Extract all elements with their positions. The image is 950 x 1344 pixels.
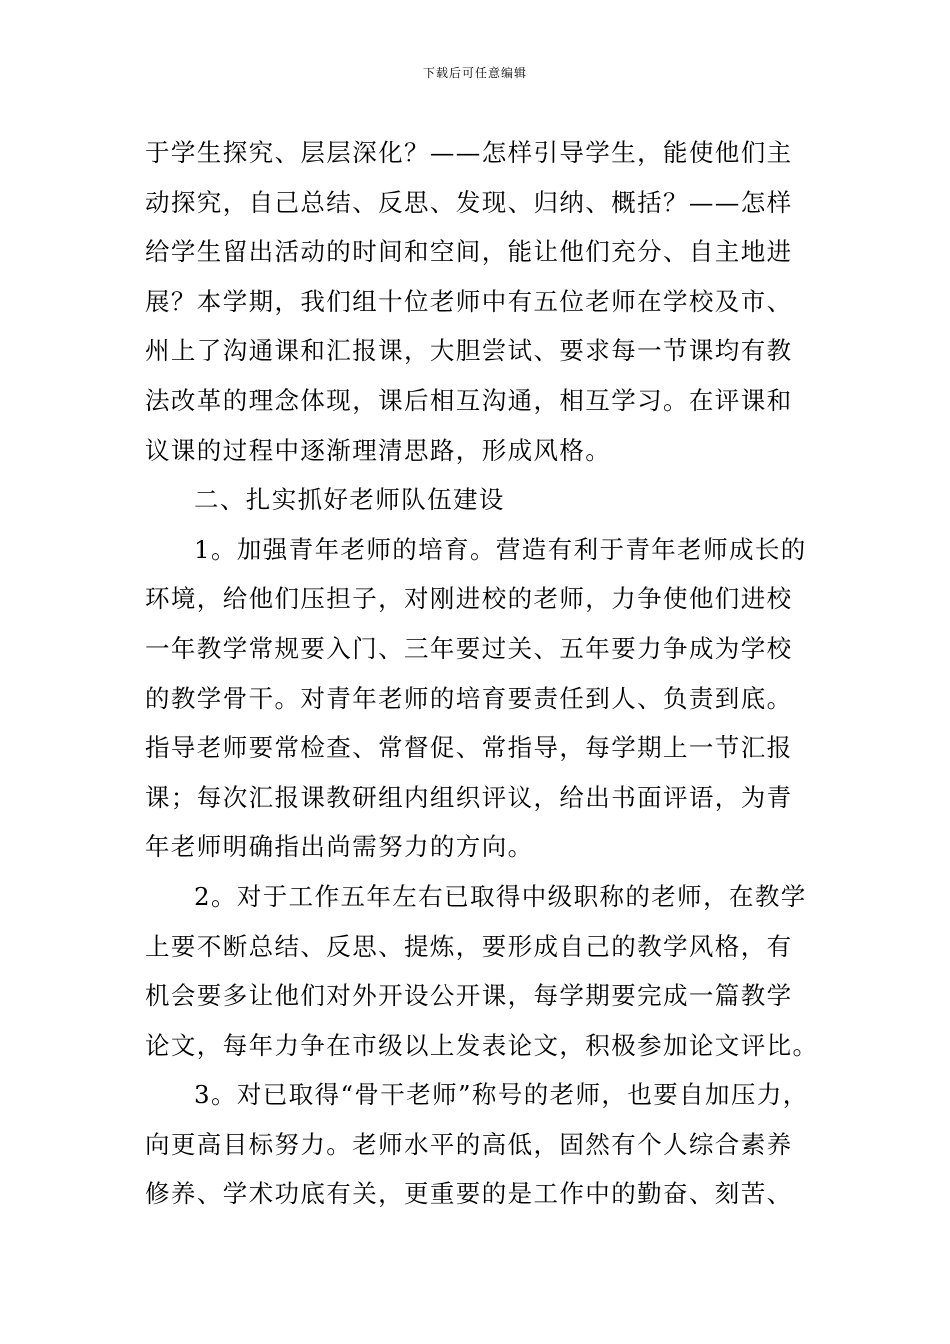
text-line: 议课的过程中逐渐理清思路，形成风格。 — [145, 435, 612, 465]
text-line: 上要不断总结、反思、提炼，要形成自己的教学风格，有 — [145, 931, 793, 961]
text-line: 年老师明确指出尚需努力的方向。 — [145, 832, 534, 862]
paragraph-start: 1。加强青年老师的培育。营造有利于青年老师成长的 — [194, 534, 807, 564]
text-line: 环境，给他们压担子，对刚进校的老师，力争使他们进校 — [145, 584, 793, 614]
text-line: 指导老师要常检查、常督促、常指导，每学期上一节汇报 — [145, 733, 793, 763]
text-line: 州上了沟通课和汇报课，大胆尝试、要求每一节课均有教 — [145, 336, 793, 366]
text-line: 向更高目标努力。老师水平的高低，固然有个人综合素养 — [145, 1129, 793, 1159]
text-line: 展？本学期，我们组十位老师中有五位老师在学校及市、 — [145, 286, 793, 316]
text-line: 的教学骨干。对青年老师的培育要责任到人、负责到底。 — [145, 683, 793, 713]
text-line: 课；每次汇报课教研组内组织评议，给出书面评语，为青 — [145, 782, 793, 812]
text-line: 动探究，自己总结、反思、发现、归纳、概括？——怎样 — [145, 187, 793, 217]
text-line: 法改革的理念体现，课后相互沟通，相互学习。在评课和 — [145, 385, 793, 415]
text-line: 修养、学术功底有关，更重要的是工作中的勤奋、刻苦、 — [145, 1179, 793, 1209]
text-line: 于学生探究、层层深化？——怎样引导学生，能使他们主 — [145, 138, 793, 167]
page-header: 下载后可任意编辑 — [422, 66, 527, 80]
text-line: 一年教学常规要入门、三年要过关、五年要力争成为学校 — [145, 633, 793, 663]
paragraph-start: 2。对于工作五年左右已取得中级职称的老师，在教学 — [194, 881, 807, 911]
text-line: 论文，每年力争在市级以上发表论文，积极参加论文评比。 — [145, 1030, 819, 1060]
paragraph-start: 3。对已取得“骨干老师”称号的老师，也要自加压力， — [194, 1080, 809, 1110]
section-heading: 二、扎实抓好老师队伍建设 — [194, 485, 505, 515]
document-body — [145, 128, 825, 1219]
text-line: 给学生留出活动的时间和空间，能让他们充分、自主地进 — [145, 237, 793, 267]
text-line: 机会要多让他们对外开设公开课，每学期要完成一篇教学 — [145, 981, 793, 1011]
